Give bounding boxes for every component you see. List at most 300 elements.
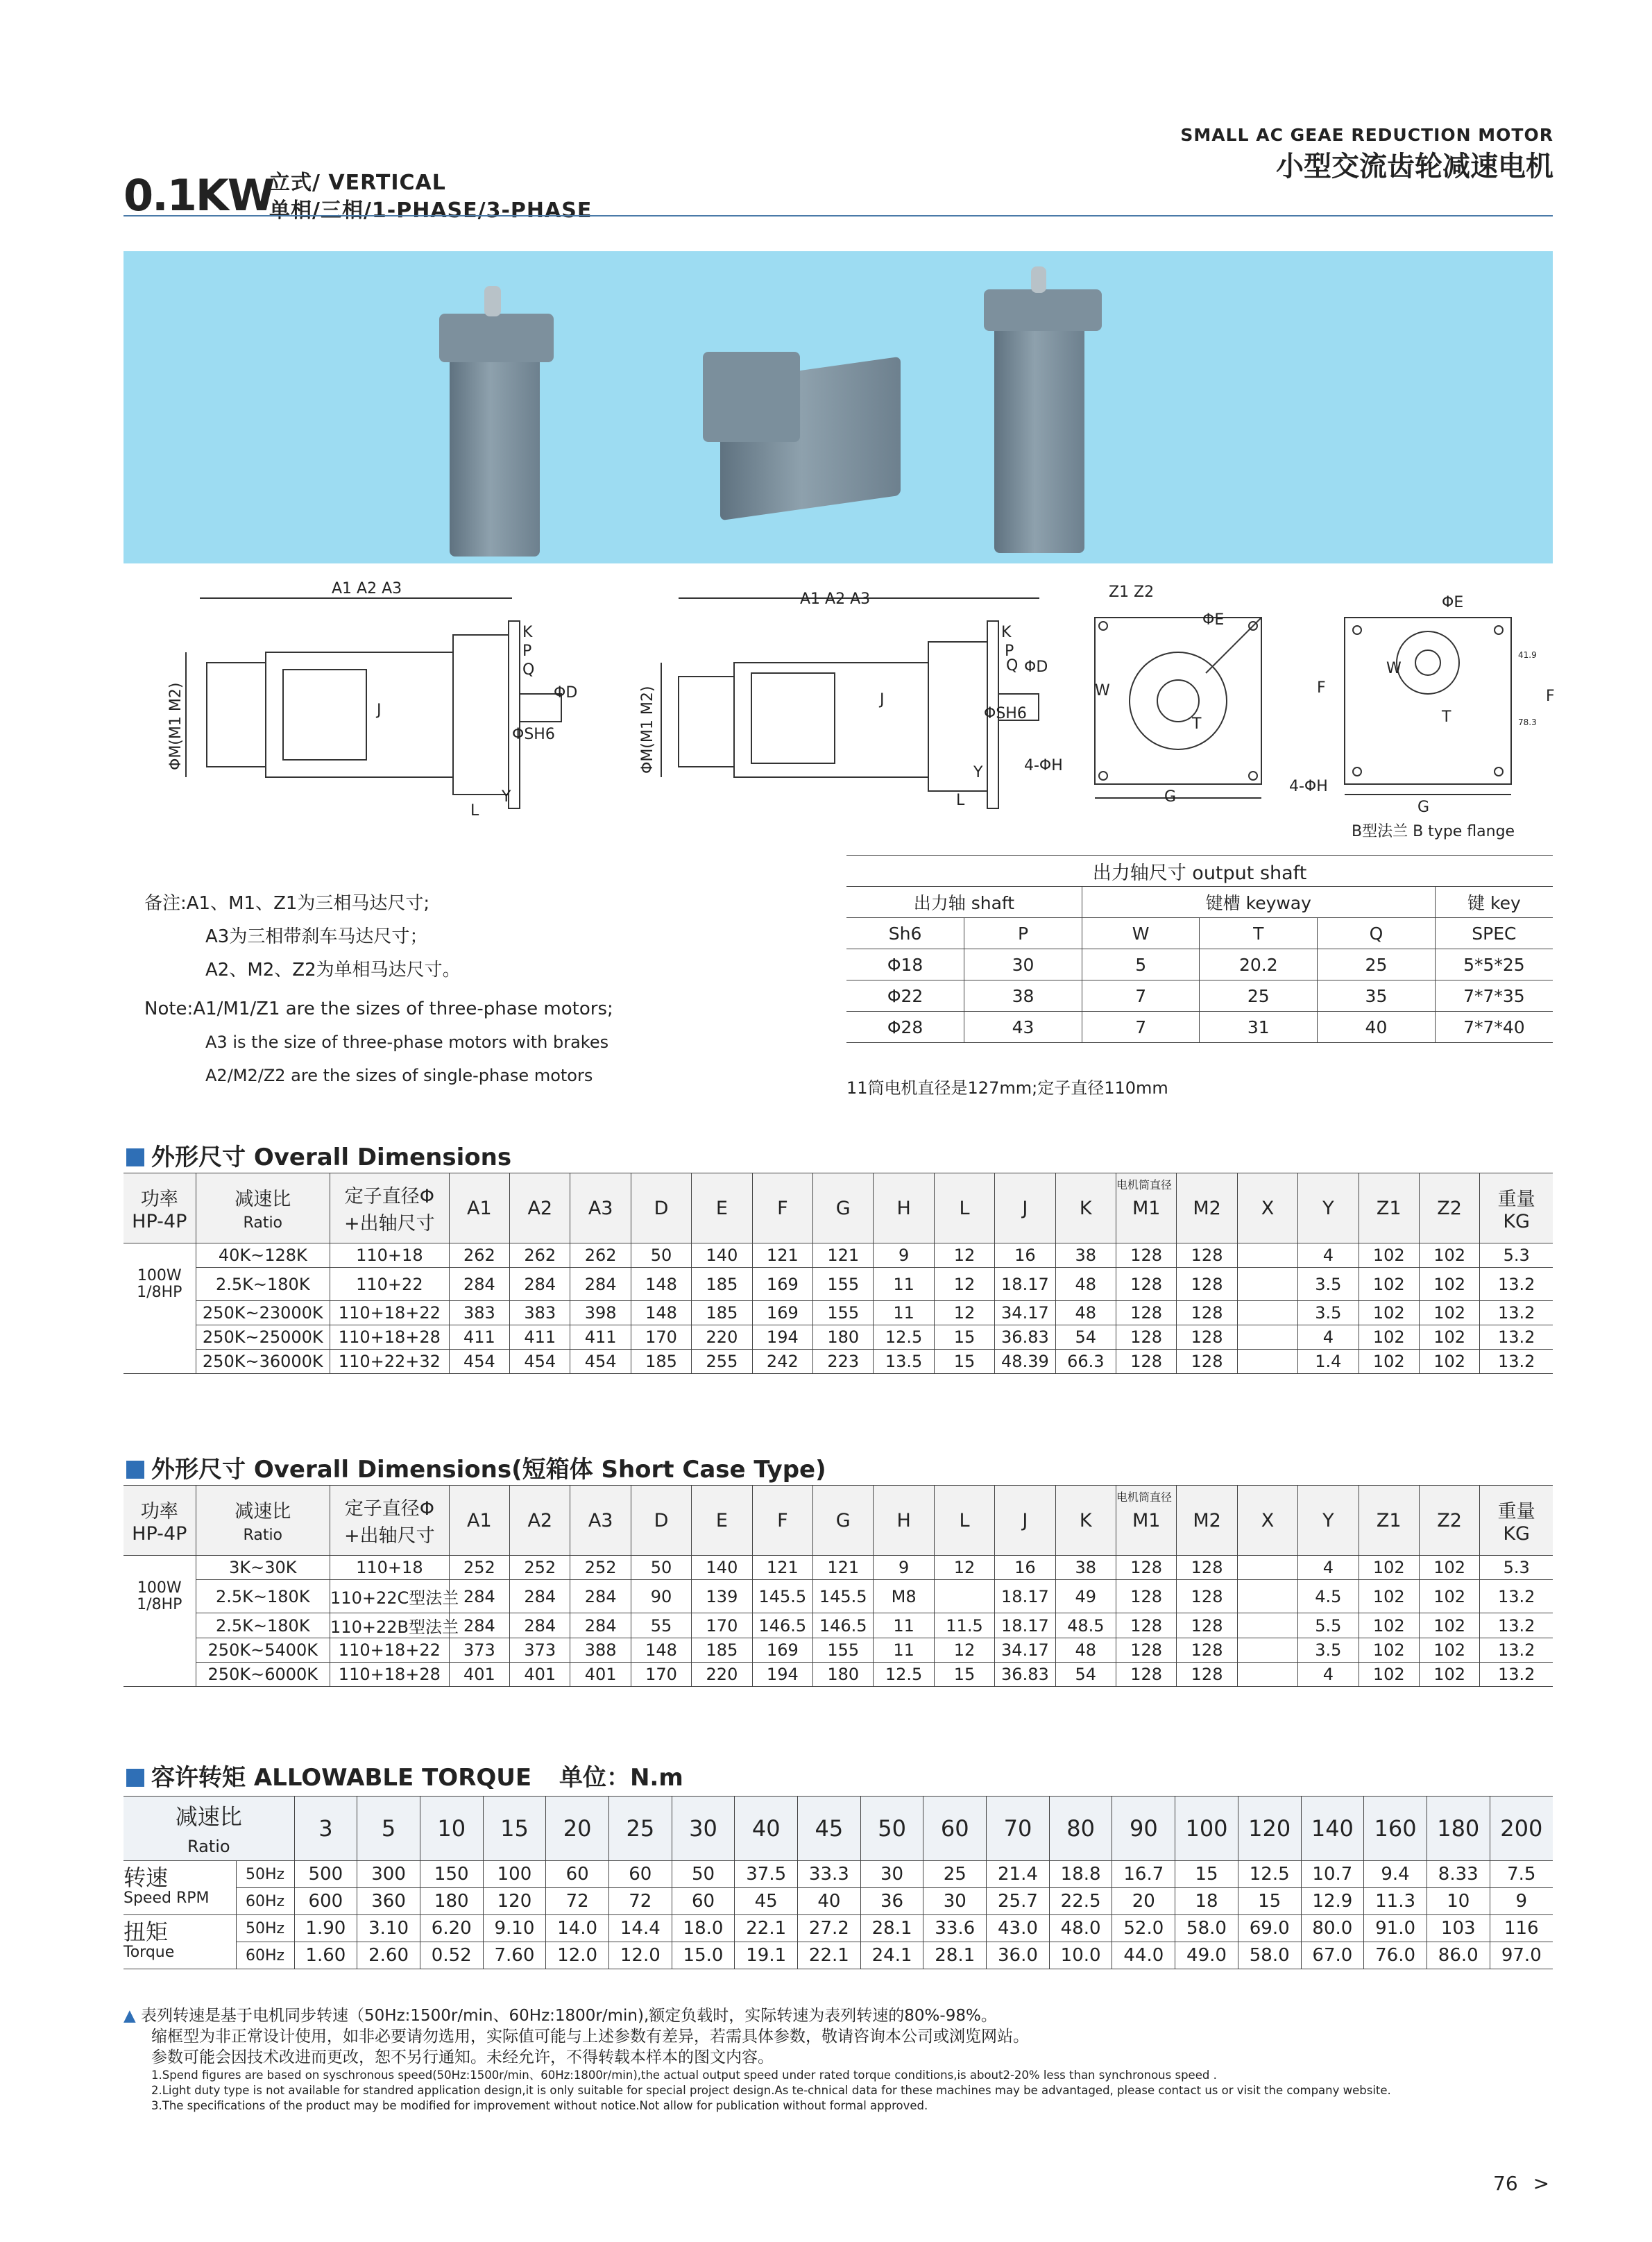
torque-value-cell: 86.0 xyxy=(1427,1942,1490,1969)
motor-photo-1-shaft xyxy=(484,286,501,316)
os-col: P xyxy=(964,918,1082,949)
torque-value-cell: 60 xyxy=(608,1861,672,1888)
dims-cell: 383 xyxy=(510,1301,570,1325)
dims-cell: 223 xyxy=(813,1350,874,1374)
phase-type: 单相/三相/1-PHASE/3-PHASE xyxy=(269,198,593,223)
dims-cell: 3.5 xyxy=(1298,1638,1359,1663)
output-shaft-cell: 7 xyxy=(1082,1012,1200,1043)
dims-cell: 12 xyxy=(934,1301,994,1325)
dims-cell: 398 xyxy=(570,1301,631,1325)
dims-cell: 3.5 xyxy=(1298,1268,1359,1301)
dims-cell: 102 xyxy=(1419,1663,1479,1687)
torque-ratio-cell: 180 xyxy=(1427,1797,1490,1861)
svg-text:ΦD: ΦD xyxy=(1024,659,1048,676)
dims-cell xyxy=(1237,1638,1297,1663)
power-cell xyxy=(124,1638,196,1663)
dims-cell: 128 xyxy=(1116,1580,1176,1613)
torque-value-cell: 37.5 xyxy=(735,1861,798,1888)
col-header: X xyxy=(1237,1486,1297,1556)
svg-text:ΦE: ΦE xyxy=(1202,611,1225,629)
dims-cell: 102 xyxy=(1419,1556,1479,1580)
dims-cell: 110+18 xyxy=(330,1556,450,1580)
torque-value-cell: 48.0 xyxy=(1049,1915,1112,1942)
power-header: 功率 HP-4P xyxy=(124,1173,196,1243)
torque-title: 容许转矩 ALLOWABLE TORQUE 单位：N.m xyxy=(126,1758,683,1792)
svg-text:Q: Q xyxy=(1006,657,1019,674)
dims-cell: 140 xyxy=(692,1556,752,1580)
dims-cell: 262 xyxy=(510,1243,570,1268)
dims-cell: 4 xyxy=(1298,1556,1359,1580)
dims-row xyxy=(124,1580,1553,1613)
torque-hz-cell: 60Hz xyxy=(236,1888,294,1915)
dims-cell: 128 xyxy=(1177,1350,1237,1374)
dims-cell: 102 xyxy=(1359,1580,1419,1613)
dims-cell: 12 xyxy=(934,1268,994,1301)
svg-text:ΦSH6: ΦSH6 xyxy=(512,726,555,743)
dims-cell: 55 xyxy=(631,1613,691,1638)
dims-cell: 169 xyxy=(752,1301,812,1325)
torque-ratio-cell: 30 xyxy=(672,1797,735,1861)
dims-cell: 128 xyxy=(1116,1325,1176,1350)
torque-hz-cell: 50Hz xyxy=(236,1861,294,1888)
dims-cell: 4 xyxy=(1298,1663,1359,1687)
dims-cell: 128 xyxy=(1177,1638,1237,1663)
output-shaft-row xyxy=(846,980,1553,1012)
dims-cell: 454 xyxy=(510,1350,570,1374)
svg-text:T: T xyxy=(1192,715,1202,733)
torque-value-cell: 1.90 xyxy=(294,1915,357,1942)
dims-cell: 284 xyxy=(570,1613,631,1638)
col-header: F xyxy=(752,1486,812,1556)
dims-cell: 194 xyxy=(752,1325,812,1350)
power-cell xyxy=(124,1350,196,1374)
short-case-title: 外形尺寸 Overall Dimensions(短箱体 Short Case Type) xyxy=(126,1450,826,1484)
torque-value-cell: 10.7 xyxy=(1301,1861,1364,1888)
col-header: Y xyxy=(1298,1486,1359,1556)
header-rule xyxy=(124,215,1553,216)
torque-ratio-cell: 60 xyxy=(923,1797,987,1861)
stator-header: 定子直径Φ +出轴尺寸 xyxy=(330,1173,450,1243)
output-shaft-row xyxy=(846,1012,1553,1043)
dims-cell: 102 xyxy=(1359,1268,1419,1301)
torque-ratio-cell: 80 xyxy=(1049,1797,1112,1861)
torque-value-cell: 9.10 xyxy=(483,1915,546,1942)
col-header: J xyxy=(995,1173,1055,1243)
page-number: 76 > xyxy=(1493,2172,1550,2195)
col-header: K xyxy=(1055,1486,1116,1556)
torque-value-cell: 24.1 xyxy=(860,1942,923,1969)
dims-cell: 128 xyxy=(1116,1638,1176,1663)
title-cn: 小型交流齿轮减速电机 xyxy=(1276,151,1553,182)
dims-cell: 102 xyxy=(1359,1325,1419,1350)
torque-value-cell: 500 xyxy=(294,1861,357,1888)
dims-cell: 1.4 xyxy=(1298,1350,1359,1374)
dims-cell: 13.2 xyxy=(1480,1268,1553,1301)
col-header: 电机筒直径 M1 xyxy=(1116,1173,1176,1243)
dims-cell: 185 xyxy=(692,1268,752,1301)
os-group-shaft: 出力轴 shaft xyxy=(846,887,1082,918)
dims-cell: 121 xyxy=(813,1556,874,1580)
torque-value-cell: 11.3 xyxy=(1364,1888,1427,1915)
dims-cell xyxy=(934,1580,994,1613)
dims-cell: 48 xyxy=(1055,1638,1116,1663)
dims-cell: 145.5 xyxy=(752,1580,812,1613)
dims-cell: 40K~128K xyxy=(196,1243,330,1268)
torque-value-cell: 3.10 xyxy=(357,1915,420,1942)
col-header: E xyxy=(692,1173,752,1243)
svg-text:ΦE: ΦE xyxy=(1442,594,1464,611)
svg-text:4-ΦH: 4-ΦH xyxy=(1289,778,1328,795)
dims-cell: 128 xyxy=(1116,1350,1176,1374)
torque-row-label: 转速 Speed RPM xyxy=(124,1861,236,1915)
dims-cell: 170 xyxy=(692,1613,752,1638)
torque-value-cell: 116 xyxy=(1490,1915,1553,1942)
short-case-body xyxy=(124,1556,1553,1687)
dims-cell: 13.2 xyxy=(1480,1580,1553,1613)
torque-value-cell: 16.7 xyxy=(1112,1861,1175,1888)
dims-cell: 54 xyxy=(1055,1663,1116,1687)
torque-value-cell: 45 xyxy=(735,1888,798,1915)
dims-cell: 48.39 xyxy=(995,1350,1055,1374)
dims-cell: 284 xyxy=(570,1580,631,1613)
dims-cell: 128 xyxy=(1177,1613,1237,1638)
dims-cell: 36.83 xyxy=(995,1663,1055,1687)
dims-row xyxy=(124,1556,1553,1580)
torque-ratio-cell: 200 xyxy=(1490,1797,1553,1861)
dims-cell: 128 xyxy=(1177,1580,1237,1613)
dims-cell: 102 xyxy=(1359,1556,1419,1580)
dims-cell: 13.2 xyxy=(1480,1613,1553,1638)
svg-text:ΦM(M1 M2): ΦM(M1 M2) xyxy=(167,682,185,770)
dims-cell: 383 xyxy=(449,1301,509,1325)
dims-cell: 12 xyxy=(934,1638,994,1663)
dims-cell: 454 xyxy=(449,1350,509,1374)
torque-value-cell: 33.6 xyxy=(923,1915,987,1942)
dims-cell: 155 xyxy=(813,1301,874,1325)
svg-text:Y: Y xyxy=(502,788,511,806)
dims-cell: 12.5 xyxy=(874,1325,934,1350)
weight-header: 重量 KG xyxy=(1480,1486,1553,1556)
dims-cell: 284 xyxy=(510,1580,570,1613)
dims-cell: 11 xyxy=(874,1301,934,1325)
dims-cell: 401 xyxy=(570,1663,631,1687)
power-cell xyxy=(124,1243,196,1268)
dims-cell: 102 xyxy=(1419,1301,1479,1325)
torque-value-cell: 15 xyxy=(1238,1888,1301,1915)
dims-row xyxy=(124,1613,1553,1638)
dims-cell: 13.2 xyxy=(1480,1301,1553,1325)
dims-cell: 252 xyxy=(449,1556,509,1580)
dims-row xyxy=(124,1663,1553,1687)
svg-text:W: W xyxy=(1095,682,1110,699)
svg-text:A1 A2 A3: A1 A2 A3 xyxy=(800,591,871,608)
col-header: G xyxy=(813,1486,874,1556)
output-shaft-cell: 7*7*35 xyxy=(1435,980,1553,1012)
output-shaft-cell: Φ28 xyxy=(846,1012,964,1043)
torque-value-cell: 15 xyxy=(1175,1861,1238,1888)
torque-value-cell: 120 xyxy=(483,1888,546,1915)
torque-value-cell: 76.0 xyxy=(1364,1942,1427,1969)
svg-text:K: K xyxy=(522,624,533,641)
dims-cell xyxy=(1237,1325,1297,1350)
dims-cell: 170 xyxy=(631,1325,691,1350)
dims-cell: 12 xyxy=(934,1556,994,1580)
warning-icon: ▲ xyxy=(124,2007,136,2025)
output-shaft-cell: 38 xyxy=(964,980,1082,1012)
power-cell: 100W 1/8HP xyxy=(124,1580,196,1613)
svg-text:W: W xyxy=(1386,660,1402,677)
svg-text:Y: Y xyxy=(973,764,983,781)
torque-value-cell: 21.4 xyxy=(987,1861,1050,1888)
torque-value-cell: 9 xyxy=(1490,1888,1553,1915)
dims-cell: 110+18+28 xyxy=(330,1325,450,1350)
torque-value-cell: 33.3 xyxy=(798,1861,861,1888)
svg-text:A1 A2 A3: A1 A2 A3 xyxy=(332,580,402,597)
dims-cell: 252 xyxy=(570,1556,631,1580)
b-type-flange-drawing xyxy=(1289,594,1555,840)
svg-text:L: L xyxy=(470,802,479,819)
dims-cell: 220 xyxy=(692,1325,752,1350)
ratio-header: 减速比 Ratio xyxy=(196,1486,330,1556)
torque-value-cell: 19.1 xyxy=(735,1942,798,1969)
torque-value-cell: 103 xyxy=(1427,1915,1490,1942)
notes-block-en xyxy=(144,992,613,1092)
dims-cell: 180 xyxy=(813,1663,874,1687)
torque-value-cell: 58.0 xyxy=(1238,1942,1301,1969)
os-group-keyway: 键槽 keyway xyxy=(1082,887,1435,918)
torque-ratio-header: 减速比 Ratio xyxy=(124,1797,294,1861)
output-shaft-cell: 7*7*40 xyxy=(1435,1012,1553,1043)
output-shaft-cell: Φ22 xyxy=(846,980,964,1012)
dims-cell: 121 xyxy=(752,1556,812,1580)
dims-cell: 11 xyxy=(874,1613,934,1638)
dims-cell: 36.83 xyxy=(995,1325,1055,1350)
torque-value-cell: 25 xyxy=(923,1861,987,1888)
dims-cell: 411 xyxy=(449,1325,509,1350)
dims-cell: 102 xyxy=(1359,1638,1419,1663)
dims-cell: 146.5 xyxy=(813,1613,874,1638)
output-shaft-cell: 35 xyxy=(1318,980,1436,1012)
dims-cell: 128 xyxy=(1116,1243,1176,1268)
power-title: 0.1KW xyxy=(124,170,274,221)
torque-value-cell: 30 xyxy=(860,1861,923,1888)
torque-value-cell: 43.0 xyxy=(987,1915,1050,1942)
motor-photo-2-flange xyxy=(703,352,800,442)
svg-text:ΦM(M1 M2): ΦM(M1 M2) xyxy=(639,686,656,774)
dims-cell: 185 xyxy=(692,1301,752,1325)
col-header: H xyxy=(874,1486,934,1556)
dims-cell: 139 xyxy=(692,1580,752,1613)
dims-cell: 102 xyxy=(1359,1301,1419,1325)
col-header: K xyxy=(1055,1173,1116,1243)
torque-value-cell: 22.1 xyxy=(798,1942,861,1969)
torque-value-cell: 7.60 xyxy=(483,1942,546,1969)
col-header: H xyxy=(874,1173,934,1243)
torque-row xyxy=(124,1861,1553,1888)
torque-value-cell: 22.5 xyxy=(1049,1888,1112,1915)
overall-dims-title: 外形尺寸 Overall Dimensions xyxy=(126,1138,511,1172)
dims-cell: 13.2 xyxy=(1480,1350,1553,1374)
dims-cell: 155 xyxy=(813,1268,874,1301)
torque-value-cell: 8.33 xyxy=(1427,1861,1490,1888)
svg-text:F: F xyxy=(1317,679,1326,697)
svg-text:J: J xyxy=(377,702,382,719)
dims-cell: 110+18+22 xyxy=(330,1301,450,1325)
torque-ratio-cell: 50 xyxy=(860,1797,923,1861)
col-header: A1 xyxy=(449,1173,509,1243)
power-cell xyxy=(124,1663,196,1687)
dims-row xyxy=(124,1638,1553,1663)
torque-value-cell: 49.0 xyxy=(1175,1942,1238,1969)
torque-ratio-cell: 40 xyxy=(735,1797,798,1861)
dims-cell: 38 xyxy=(1055,1556,1116,1580)
dims-cell: 128 xyxy=(1177,1663,1237,1687)
col-header: D xyxy=(631,1173,691,1243)
col-header: X xyxy=(1237,1173,1297,1243)
torque-ratio-cell: 15 xyxy=(483,1797,546,1861)
output-shaft-cell: 25 xyxy=(1200,980,1318,1012)
note-cn-1: 备注:A1、M1、Z1为三相马达尺寸; xyxy=(144,893,430,914)
dims-cell xyxy=(1237,1613,1297,1638)
dims-row xyxy=(124,1301,1553,1325)
torque-value-cell: 18 xyxy=(1175,1888,1238,1915)
dims-row xyxy=(124,1243,1553,1268)
col-header: D xyxy=(631,1486,691,1556)
col-header: Z1 xyxy=(1359,1486,1419,1556)
next-page-arrow-icon[interactable]: > xyxy=(1533,2172,1550,2195)
col-header: M2 xyxy=(1177,1486,1237,1556)
output-shaft-row xyxy=(846,949,1553,980)
torque-row xyxy=(124,1942,1553,1969)
torque-value-cell: 0.52 xyxy=(420,1942,483,1969)
dims-cell: 110+18+22 xyxy=(330,1638,450,1663)
svg-text:Z1 Z2: Z1 Z2 xyxy=(1109,584,1155,601)
output-shaft-cell: 5 xyxy=(1082,949,1200,980)
dims-cell: 250K~36000K xyxy=(196,1350,330,1374)
torque-value-cell: 44.0 xyxy=(1112,1942,1175,1969)
torque-ratio-cell: 120 xyxy=(1238,1797,1301,1861)
dims-cell: 401 xyxy=(449,1663,509,1687)
torque-value-cell: 40 xyxy=(798,1888,861,1915)
dims-cell: 18.17 xyxy=(995,1613,1055,1638)
section-marker-icon xyxy=(126,1148,144,1166)
torque-ratio-cell: 140 xyxy=(1301,1797,1364,1861)
overall-dims-body xyxy=(124,1243,1553,1374)
dims-cell: 220 xyxy=(692,1663,752,1687)
dims-cell: 180 xyxy=(813,1325,874,1350)
dims-cell xyxy=(1237,1243,1297,1268)
dims-cell: 11.5 xyxy=(934,1613,994,1638)
torque-value-cell: 67.0 xyxy=(1301,1942,1364,1969)
output-shaft-cell: 30 xyxy=(964,949,1082,980)
torque-value-cell: 28.1 xyxy=(860,1915,923,1942)
dims-cell: M8 xyxy=(874,1580,934,1613)
output-shaft-footnote: 11筒电机直径是127mm;定子直径110mm xyxy=(846,1078,1168,1098)
dims-cell: 102 xyxy=(1419,1580,1479,1613)
dims-cell: 250K~23000K xyxy=(196,1301,330,1325)
notes-block xyxy=(144,887,461,987)
power-cell xyxy=(124,1301,196,1325)
os-col: Sh6 xyxy=(846,918,964,949)
torque-ratio-cell: 100 xyxy=(1175,1797,1238,1861)
dims-cell: 5.3 xyxy=(1480,1243,1553,1268)
torque-ratio-cell: 20 xyxy=(546,1797,609,1861)
torque-value-cell: 14.4 xyxy=(608,1915,672,1942)
dims-cell: 128 xyxy=(1116,1663,1176,1687)
dims-cell: 50 xyxy=(631,1556,691,1580)
motor-photo-1-flange xyxy=(439,314,554,362)
col-header: F xyxy=(752,1173,812,1243)
title-en: SMALL AC GEAE REDUCTION MOTOR xyxy=(1180,125,1553,145)
dims-cell: 121 xyxy=(813,1243,874,1268)
torque-value-cell: 52.0 xyxy=(1112,1915,1175,1942)
col-header: Z2 xyxy=(1419,1173,1479,1243)
svg-text:K: K xyxy=(1001,624,1012,641)
note-en-2: A3 is the size of three-phase motors with brakes xyxy=(205,1033,609,1052)
dims-cell: 284 xyxy=(449,1268,509,1301)
dims-cell: 128 xyxy=(1177,1243,1237,1268)
torque-ratio-cell: 45 xyxy=(798,1797,861,1861)
torque-value-cell: 25.7 xyxy=(987,1888,1050,1915)
svg-text:P: P xyxy=(522,643,532,660)
dims-cell: 11 xyxy=(874,1268,934,1301)
torque-value-cell: 10.0 xyxy=(1049,1942,1112,1969)
dims-cell: 146.5 xyxy=(752,1613,812,1638)
output-shaft-cell: 31 xyxy=(1200,1012,1318,1043)
torque-value-cell: 1.60 xyxy=(294,1942,357,1969)
svg-text:P: P xyxy=(1005,643,1014,660)
dims-cell: 18.17 xyxy=(995,1580,1055,1613)
svg-text:J: J xyxy=(880,691,885,708)
dims-cell: 128 xyxy=(1116,1301,1176,1325)
dims-cell: 373 xyxy=(449,1638,509,1663)
torque-value-cell: 28.1 xyxy=(923,1942,987,1969)
dims-cell: 110+22C型法兰 xyxy=(330,1580,450,1613)
ratio-header: 减速比 Ratio xyxy=(196,1173,330,1243)
torque-row xyxy=(124,1888,1553,1915)
weight-header: 重量 KG xyxy=(1480,1173,1553,1243)
svg-text:G: G xyxy=(1417,799,1430,816)
front-view-flange-drawing xyxy=(1024,584,1326,806)
dims-cell: 102 xyxy=(1419,1325,1479,1350)
output-shaft-cell: Φ18 xyxy=(846,949,964,980)
col-header: A3 xyxy=(570,1173,631,1243)
os-col: SPEC xyxy=(1435,918,1553,949)
dims-cell: 38 xyxy=(1055,1243,1116,1268)
dims-cell: 250K~25000K xyxy=(196,1325,330,1350)
dims-cell: 262 xyxy=(449,1243,509,1268)
footer-notes: ▲ 表列转速是基于电机同步转速（50Hz:1500r/min、60Hz:1800r/min),额定负载时，实际转速为表列转速的80%-98%。 缩框型为非正常设计使用，如非必要请勿选用，实际值可能与上述参数有差异，若需具体参数，敬请咨询本公司或浏览网站。 参数可能会因技术改进而更改，恕不另行通知。未经允许，不得转载本样本的图文内容。 1.Spend figures are based on syschronous speed(50Hz:1500r/min、60Hz:1800r/min),the actual output speed under rated torque conditions,is about2-20% less than synchronous speed . 2.Light duty type is not available for standred application design,it is only suitable for special project design.As te-chnical data for these machines may be advantaged, please contact us or visit the company website. 3.The specifications of the product may be modified for improvement without notice.Not allow for publication without formal approved. xyxy=(124,2007,1391,2112)
svg-text:F: F xyxy=(1546,688,1555,705)
os-col: W xyxy=(1082,918,1200,949)
col-header: Z2 xyxy=(1419,1486,1479,1556)
dims-cell: 110+18 xyxy=(330,1243,450,1268)
dims-cell: 13.2 xyxy=(1480,1663,1553,1687)
note-en-1: Note:A1/M1/Z1 are the sizes of three-phase motors; xyxy=(144,999,613,1019)
dims-cell: 18.17 xyxy=(995,1268,1055,1301)
dims-cell: 401 xyxy=(510,1663,570,1687)
torque-value-cell: 20 xyxy=(1112,1888,1175,1915)
dims-row xyxy=(124,1325,1553,1350)
dims-cell: 128 xyxy=(1177,1556,1237,1580)
dims-cell: 242 xyxy=(752,1350,812,1374)
torque-value-cell: 36 xyxy=(860,1888,923,1915)
dims-cell: 49 xyxy=(1055,1580,1116,1613)
dims-cell: 54 xyxy=(1055,1325,1116,1350)
dims-cell xyxy=(1237,1350,1297,1374)
output-shaft-cell: 20.2 xyxy=(1200,949,1318,980)
dims-cell: 145.5 xyxy=(813,1580,874,1613)
